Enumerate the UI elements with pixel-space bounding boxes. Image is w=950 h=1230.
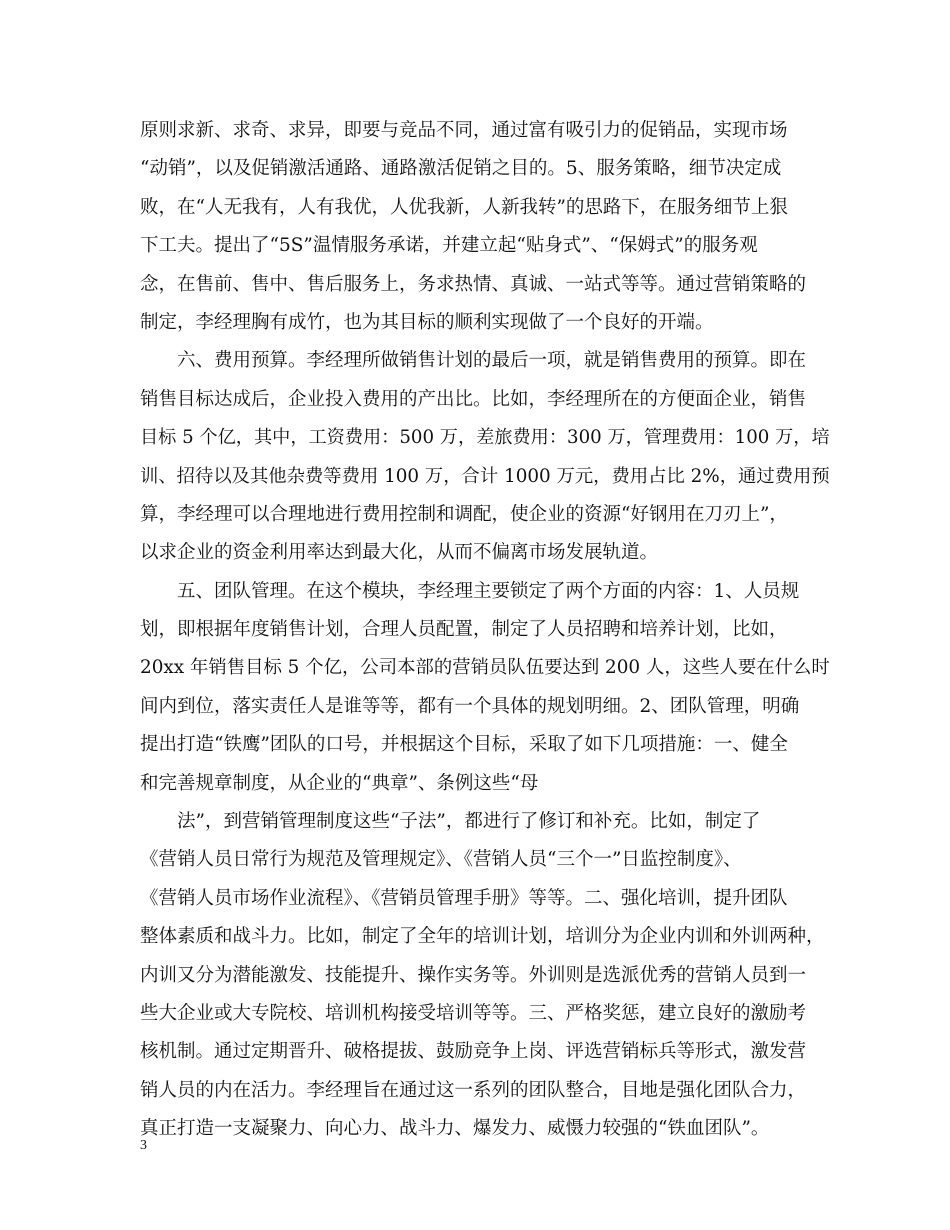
text-line: 五、团队管理。在这个模块，李经理主要锁定了两个方面的内容：1、人员规 xyxy=(177,580,800,602)
page-number: 3 xyxy=(140,1138,147,1153)
text-line: 《营销人员市场作业流程》、《营销员管理手册》等等。二、强化培训，提升团队 xyxy=(140,887,788,909)
text-line: 些大企业或大专院校、培训机构接受培训等等。三、严格奖惩，建立良好的激励考 xyxy=(140,1002,807,1024)
text-line: 划，即根据年度销售计划，合理人员配置，制定了人员招聘和培养计划，比如， xyxy=(140,619,788,641)
text-line: 原则求新、求奇、求异，即要与竞品不同，通过富有吸引力的促销品，实现市场 xyxy=(140,120,788,141)
text-line: 《营销人员日常行为规范及管理规定》、《营销人员“三个一”日监控制度》、 xyxy=(140,849,742,871)
text-line: 内训又分为潜能激发、技能提升、操作实务等。外训则是选派优秀的营销人员到一 xyxy=(140,964,807,986)
text-line: 真正打造一支凝聚力、向心力、战斗力、爆发力、威慑力较强的“铁血团队”。 xyxy=(140,1118,770,1140)
text-line: 以求企业的资金利用率达到最大化，从而不偏离市场发展轨道。 xyxy=(140,542,659,564)
text-line: 败，在“人无我有，人有我优，人优我新，人新我转”的思路下，在服务细节上狠 xyxy=(140,196,788,218)
text-line: 20xx 年销售目标 5 个亿，公司本部的营销员队伍要达到 200 人，这些人要在什么时 xyxy=(140,657,830,679)
text-line: 六、费用预算。李经理所做销售计划的最后一项，就是销售费用的预算。即在 xyxy=(177,350,807,372)
text-line: “动销”，以及促销激活通路、通路激活促销之目的。5、服务策略，细节决定成 xyxy=(140,158,782,180)
document-body xyxy=(140,112,830,1149)
text-line: 算，李经理可以合理地进行费用控制和调配，使企业的资源“好钢用在刀刃上”， xyxy=(140,503,788,525)
text-line: 整体素质和战斗力。比如，制定了全年的培训计划，培训分为企业内训和外训两种， xyxy=(140,926,825,948)
text-line: 核机制。通过定期晋升、破格提拔、鼓励竞争上岗、评选营销标兵等形式，激发营 xyxy=(140,1041,807,1063)
text-line: 训、招待以及其他杂费等费用 100 万，合计 1000 万元，费用占比 2%，通过费用预 xyxy=(140,465,830,487)
text-line: 制定，李经理胸有成竹，也为其目标的顺利实现做了一个良好的开端。 xyxy=(140,311,714,333)
text-line: 目标 5 个亿，其中，工资费用：500 万，差旅费用：300 万，管理费用：100 万，培 xyxy=(140,427,830,449)
text-line: 法”，到营销管理制度这些“子法”，都进行了修订和补充。比如，制定了 xyxy=(177,811,761,833)
text-line: 间内到位，落实责任人是谁等等，都有一个具体的规划明细。2、团队管理，明确 xyxy=(140,695,800,717)
text-line: 提出打造“铁鹰”团队的口号，并根据这个目标，采取了如下几项措施：一、健全 xyxy=(140,734,788,756)
text-line: 念，在售前、售中、售后服务上，务求热情、真诚、一站式等等。通过营销策略的 xyxy=(140,273,807,295)
text-line: 销人员的内在活力。李经理旨在通过这一系列的团队整合，目地是强化团队合力， xyxy=(140,1079,807,1101)
text-line: 下工夫。提出了“5S”温情服务承诺，并建立起“贴身式”、“保姆式”的服务观 xyxy=(140,235,758,257)
text-line: 销售目标达成后，企业投入费用的产出比。比如，李经理所在的方便面企业，销售 xyxy=(140,388,807,410)
text-line: 和完善规章制度，从企业的“典章”、条例这些“母 xyxy=(140,772,539,794)
